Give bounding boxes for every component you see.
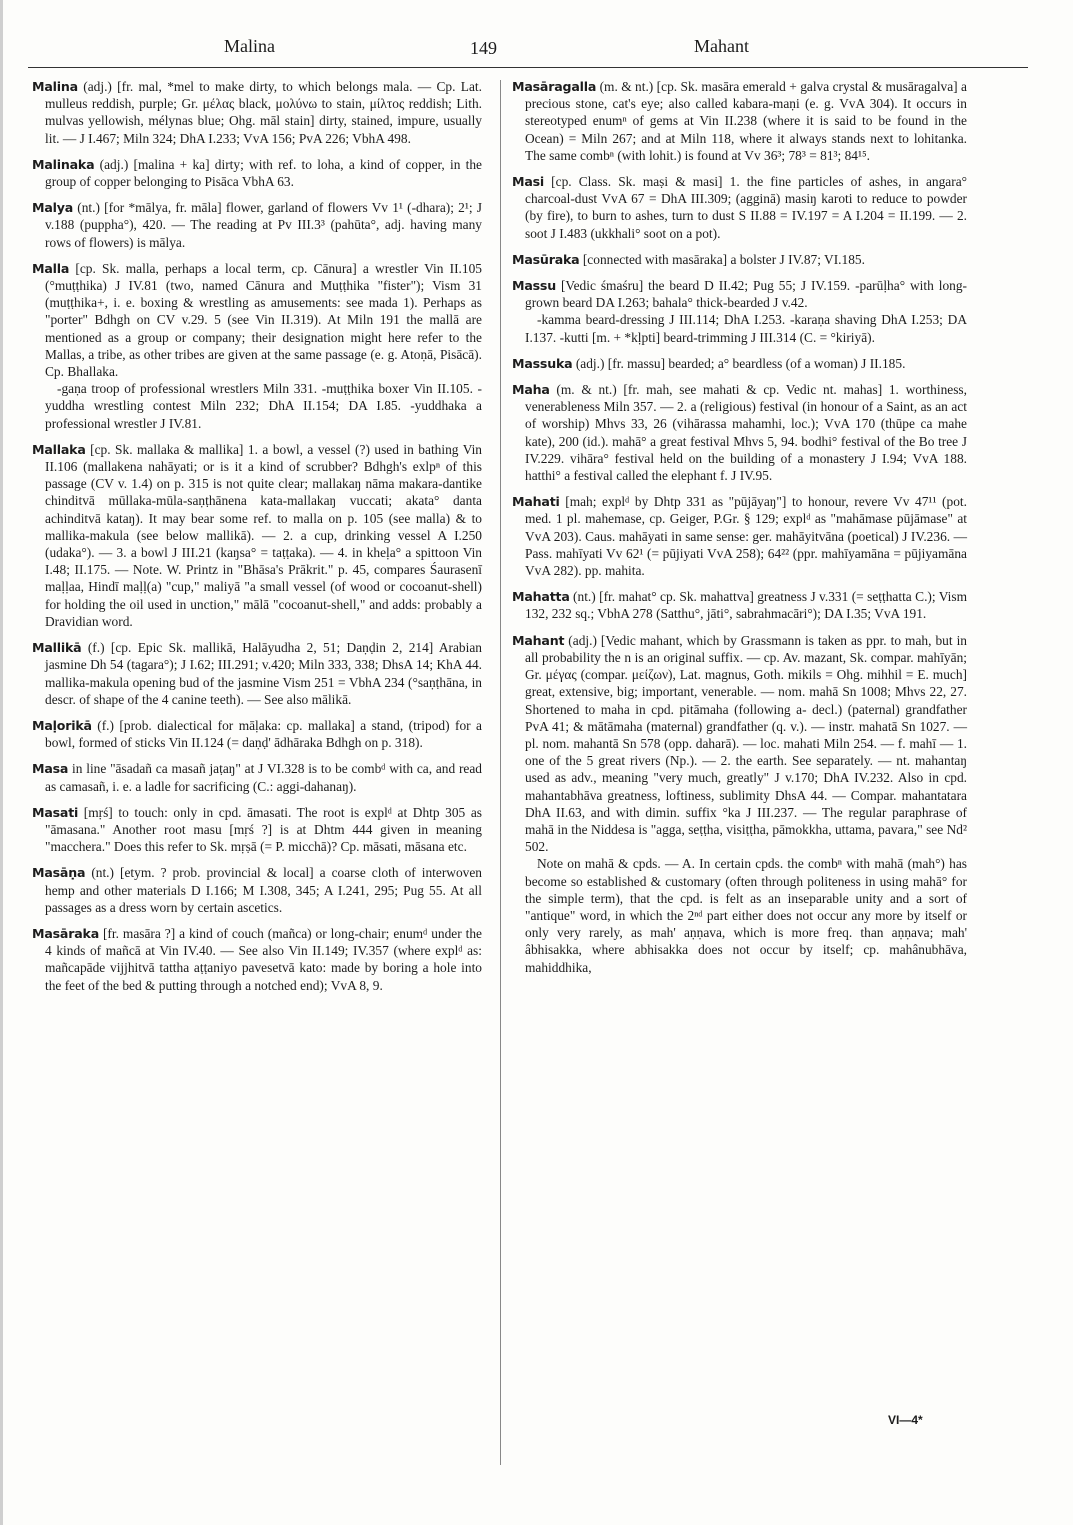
headword: Mahatta <box>512 589 570 605</box>
entry-body: [connected with masāraka] a bolster J IV.87; VI.185. <box>582 251 865 267</box>
entry-body: in line "āsadañ ca masañ jaṭaŋ" at J VI.328 is to be combᵈ with ca, and read as camasañ, i. e. a ladle for sacrificing (C.: aggi-dahanaŋ). <box>45 761 482 794</box>
entry-body: [cp. Sk. malla, perhaps a local term, cp. Cānura] a wrestler Vin II.105 (°muṭṭhika) J IV.81 (two, named Cānura and Muṭṭhika "fister"); Vism 31 (muṭṭhika+, i. e. boxing & wrestling as amusements: see mada 1). Perhaps as "porter" Bdhgh on CV v.29. 5 (see Vin II.319). At Miln 191 the mallā are mentioned as a group or company; their designation might here refer to the Mallas, a tribe, as other tribes are given at the same passage (e. g. Atoṇā, Pisācā). Cp. Bhallaka. <box>45 260 482 380</box>
entry-body: (m. & nt.) [cp. Sk. masāra emerald + galva crystal & musāragalva] a precious stone, cat's eye; also called kabara-maṇi (e. g. VvA 304). It occurs in stereotyped enumⁿ of gems at Vin II.238 (where it is said to be found in the Ocean) = Miln 267; and at Miln 118, where it always stands next to lohitanka. The same combⁿ (with lohit.) is found at Vv 36³; 78³ = 81³; 84¹⁵. <box>525 79 967 163</box>
dictionary-entry <box>512 588 967 622</box>
headword: Mahant <box>512 632 565 648</box>
entry-compounds: -kamma beard-dressing J III.114; DhA I.253. -karaṇa shaving DhA I.253; DA I.137. -kutti [m. + *kḷpti] beard-trimming J III.314 (C. = °kiriyā). <box>525 312 967 345</box>
headword: Mahati <box>512 494 560 510</box>
dictionary-entry <box>512 173 967 242</box>
dictionary-entry <box>32 156 482 190</box>
headword: Masāraka <box>32 925 100 941</box>
entry-body: (adj.) [fr. mal, *mel to make dirty, to which belongs mala. — Cp. Lat. mulleus reddish, purple; Gr. μέλας black, μολύνω to stain, μίλτος reddish; Lith. mulvas yellowish, mélynas blue; Ohg. māl stain] dirty, stained, impure, usually lit. — J I.467; Miln 324; DhA I.233; VvA 156; PvA 226; VbhA 498. <box>45 79 482 146</box>
headword: Mallikā <box>32 640 82 656</box>
headword: Massu <box>512 278 556 294</box>
headword: Malina <box>32 79 78 94</box>
dictionary-entry <box>512 355 967 372</box>
headword: Masāragalla <box>512 79 597 94</box>
headword: Malya <box>32 200 74 216</box>
entry-body: [Vedic śmaśru] the beard D II.42; Pug 55; J IV.159. -parūḷha° with long-grown beard DA I.263; bahala° thick-bearded J v.42. <box>525 278 967 311</box>
headword: Masa <box>32 761 69 777</box>
page-number: 149 <box>470 38 497 58</box>
dictionary-entry <box>512 381 967 484</box>
entry-body: [fr. masāra ?] a kind of couch (mañca) or long-chair; enumᵈ under the 4 kinds of mañcā at Vin IV.40. — See also Vin II.149; IV.357 (where explᵈ as: mañcapāde vijjhitvā tattha aṭṭaniyo pavesetvā kato: made by boring a hole into the feet of the bed & putting through a notched end); VvA 8, 9. <box>45 925 482 993</box>
dictionary-entry <box>32 760 482 794</box>
headword: Maḷorikā <box>32 717 92 733</box>
header-right-guideword: Mahant <box>694 36 749 56</box>
headword: Masati <box>32 804 79 820</box>
header-rule <box>28 67 1028 68</box>
entry-body: (adj.) [malina + ka] dirty; with ref. to loha, a kind of copper, in the group of copper belonging to Pisāca VbhA 63. <box>45 156 482 190</box>
headword: Malinaka <box>32 156 95 172</box>
dictionary-entry <box>512 632 967 856</box>
entry-compounds: -gaṇa troop of professional wrestlers Miln 331. -muṭṭhika boxer Vin II.105. -yuddha wrestling contest Miln 232; DhA II.154; DA I.85. -yuddhaka a professional wrestler J IV.81. <box>45 381 482 431</box>
dictionary-entry <box>32 925 482 994</box>
entry-note: Note on mahā & cpds. — A. In certain cpds. the combⁿ with mahā (mah°) has become so established & customary (often through politeness in using mahā° for the simple term), that the cpd. is felt as an inseparable unity and a sort of "antique" word, in which the 2ⁿᵈ part either does not occur any more by itself or only very rarely, as mah' aṇṇava, which is more freq. than aṇṇava; mah' âbhisakka, where abhisakka does not occur by itself; cp. mahânubhāva, mahiddhika, <box>525 856 967 975</box>
dictionary-entry <box>512 493 967 579</box>
headword: Maha <box>512 382 550 398</box>
entry-body: [mṛś] to touch: only in cpd. āmasati. The root is explᵈ at Dhtp 305 as "āmasana." Another root masu [mṛś ?] is at Dhtm 444 given in meaning "macchera." Does this refer to Sk. mṛṣā (= P. micchā)? Cp. māsati, māsana etc. <box>45 804 482 855</box>
headword: Mallaka <box>32 441 86 457</box>
scan-edge <box>0 0 3 1525</box>
headword: Massuka <box>512 355 573 371</box>
entry-body: (adj.) [fr. massu] bearded; a° beardless (of a woman) J II.185. <box>575 355 906 371</box>
entry-body: [cp. Sk. mallaka & mallika] 1. a bowl, a vessel (?) used in bathing Vin II.106 (mallakena nahāyati; or is it a kind of scrubber? Bdhgh's exlpⁿ of this passage (CV v. 1.4) on p. 315 is not quite clear; mallakaŋ nāma makara-dantike chinditvā mūllaka-mūla-saṇṭhānena kata-mallakaŋ vuccati; akata° danta achinditvā kataŋ). It may bear some ref. to malla on p. 105 (see malla) & to mallika-makula (see below mallikā). — 2. a cup, drinking vessel A I.250 (udaka°). — 3. a bowl J III.21 (kaŋsa° = taṭṭaka). — 4. in kheḷa° a spittoon Vin I.48; II.175. — Note. W. Printz in "Bhāsa's Prākrit." p. 45, compares Śaurasenī maḷḷaa, Hindī maḷḷ(a) "cup," maliyā "a small vessel (of wood or cocoanut-shell) for holding the oil used in unction," mālā "cocoanut-shell," and adds: probably a Dravidian word. <box>45 441 482 629</box>
dictionary-entry <box>32 804 482 856</box>
headword: Masāṇa <box>32 865 86 881</box>
right-column <box>512 78 967 985</box>
signature-mark: VI—4* <box>888 1413 923 1427</box>
entry-body: [mah; explᵈ by Dhtp 331 as "pūjāyaŋ"] to honour, revere Vv 47¹¹ (pot. med. 1 pl. mahemase, cp. Geiger, P.Gr. § 129; explᵈ as "mahāmase pūjāmase" at VvA 203). Caus. mahāyati in same sense: ger. mahāyitvāna (poetical) J IV.236. — Pass. mahīyati Vv 62¹ (= pūjiyati VvA 258); 64²² (ppr. mahīyamāna = pūjiyamāna VvA 282). pp. mahita. <box>525 494 967 579</box>
dictionary-entry <box>32 639 482 708</box>
entry-body: (m. & nt.) [fr. mah, see mahati & cp. Vedic nt. mahas] 1. worthiness, venerableness Miln 357. — 2. a (religious) festival (in honour of a Saint, as an act of worship) Mhvs 33, 26 (vihārassa mahamhi, loc.); VvA 170 (thūpe ca mahe kate), 200 (id.). mahā° a great festival Mhvs 5, 94. bodhi° festival of the Bo tree J IV.229. vihāra° festival held on the building of a monastery J I.94; VvA 188. hatthi° a festival called the elephant f. J IV.95. <box>525 382 967 484</box>
headword: Masi <box>512 174 545 190</box>
dictionary-entry <box>512 78 967 164</box>
dictionary-entry <box>32 864 482 916</box>
running-header <box>0 32 1073 64</box>
header-left-guideword: Malina <box>224 36 275 56</box>
left-column <box>32 78 482 1003</box>
dictionary-entry <box>32 441 482 630</box>
dictionary-entry <box>32 199 482 251</box>
entry-body: (adj.) [Vedic mahant, which by Grassmann is taken as ppr. to mah, but in all probability the n is an original suffix. — cp. Av. mazant, Sk. compar. mahīyān; Gr. μέγας (compar. μείζων), Lat. magnus, Goth. mikils = Ohg. mihhil = E. much] great, extensive, big; important, venerable. — nom. mahā Sn 1008; Mhvs 22, 27. Shortened to maha in cpd. pitāmaha (following a- decl.) (paternal) grandfather PvA 41; & mātāmaha (maternal) grandfather (q. v.). — instr. mahatā Sn 1027. — pl. nom. mahantā Sn 578 (opp. daharā). — loc. mahati Miln 254. — f. mahī — 1. one of the 5 great rivers (Np.). — 2. the earth. See separately. — nt. mahantaŋ used as adv., meaning "very much, greatly" J v.170; DhA IV.232. Also in cpd. mahantabhāva greatness, loftiness, sublimity DhsA 44. — Compar. mahantatara DhA II.63, and with dimin. suffix °ka J III.237. — The regular paraphrase of mahā in the Niddesa is "agga, seṭṭha, visiṭṭha, pāmokkha, uttama, pavara," see Nd² 502. <box>525 632 967 855</box>
entry-body: (nt.) [for *mālya, fr. māla] flower, garland of flowers Vv 1¹ (-dhara); 2¹; J v.188 (puppha°), 420. — The reading at Pv III.3³ (pahūta°, adj. having many rows of flowers) is mālya. <box>45 200 483 250</box>
entry-body: (f.) [cp. Epic Sk. mallikā, Halāyudha 2, 51; Daṇḍin 2, 214] Arabian jasmine Dh 54 (tagara°); J I.62; III.291; v.420; Miln 333, 338; DhsA 14; KhA 44. mallika-makula opening bud of the jasmine Vism 251 = VbhA 234 (°saṇṭhāna, in descr. of shape of the 4 canine teeth). — See also mālikā. <box>45 640 482 707</box>
headword: Masūraka <box>512 251 580 267</box>
dictionary-entry <box>512 277 967 311</box>
entry-body: [cp. Class. Sk. maṣi & masi] 1. the fine particles of ashes, in angara° charcoal-dust VvA 67 = DhA III.309; (agginā) masiŋ karoti to reduce to powder (by fire), to burn to ashes, turn to dust S II.88 = IV.197 = A I.204 = II.199. — 2. soot J I.483 (ukkhali° soot on a pot). <box>525 174 967 241</box>
dictionary-entry <box>512 251 967 268</box>
entry-body: (nt.) [etym. ? prob. provincial & local] a coarse cloth of interwoven hemp and other materials D I.166; M I.308, 345; A I.241, 295; Pug 55. At all passages as a dress worn by certain ascetics. <box>45 865 482 915</box>
entry-body: (nt.) [fr. mahat° cp. Sk. mahattva] greatness J v.331 (= seṭṭhatta C.); Vism 132, 232 sq.; VbhA 278 (Satthu°, jāti°, sabrahmacāri°); DA I.35; VvA 191. <box>525 589 967 622</box>
headword: Malla <box>32 260 70 276</box>
dictionary-entry <box>32 260 482 380</box>
column-divider <box>500 80 501 1465</box>
entry-body: (f.) [prob. dialectical for māḷaka: cp. mallaka] a stand, (tripod) for a bowl, formed of sticks Vin II.124 (= daṇḍ' ādhāraka Bdhgh on p. 318). <box>45 717 482 751</box>
dictionary-entry <box>32 78 482 147</box>
dictionary-entry <box>32 717 482 751</box>
